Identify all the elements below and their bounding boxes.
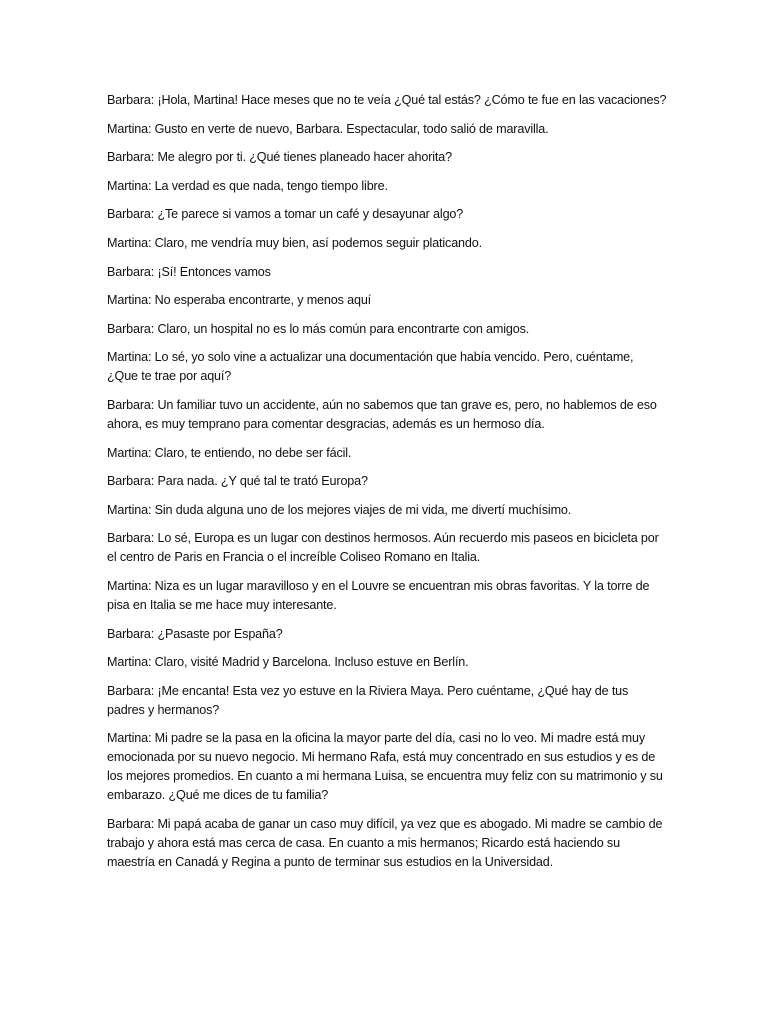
dialogue-text: Me alegro por ti. ¿Qué tienes planeado hacer ahorita? <box>157 150 452 165</box>
dialogue-text: No esperaba encontrarte, y menos aquí <box>154 293 372 308</box>
speaker-name: Martina: <box>107 655 152 670</box>
speaker-name: Barbara: <box>107 626 155 641</box>
dialogue-text: ¡Hola, Martina! Hace meses que no te veía ¿Qué tal estás? ¿Cómo te fue en las vacaciones? <box>157 93 667 107</box>
dialogue-text: Lo sé, yo solo vine a actualizar una documentación que había vencido. Pero, cuéntame, ¿Que te trae por aquí? <box>107 350 634 384</box>
speaker-name: Barbara: <box>107 683 155 698</box>
dialogue-line-15 <box>107 529 667 567</box>
dialogue-text: Un familiar tuvo un accidente, aún no sabemos que tan grave es, pero, no hablemos de eso ahora, es muy temprano para comentar desgracias, además es un hermoso día. <box>107 397 657 431</box>
dialogue-line-9 <box>107 320 667 339</box>
dialogue-line-2 <box>107 120 667 139</box>
dialogue-text: ¡Me encanta! Esta vez yo estuve en la Riviera Maya. Pero cuéntame, ¿Qué hay de tus padres y hermanos? <box>107 683 629 717</box>
speaker-name: Martina: <box>107 731 152 746</box>
speaker-name: Martina: <box>107 235 152 250</box>
dialogue-text: Mi papá acaba de ganar un caso muy difícil, ya vez que es abogado. Mi madre se cambio de trabajo y ahora está mas cerca de casa. En cuanto a mis hermanos; Ricardo está haciendo su maestría en Canadá y Regina a punto de terminar sus estudios en la Universidad. <box>107 816 663 869</box>
dialogue-line-20 <box>107 729 667 805</box>
speaker-name: Martina: <box>107 578 152 593</box>
dialogue-text: Claro, visité Madrid y Barcelona. Incluso estuve en Berlín. <box>154 655 469 670</box>
dialogue-text: ¡Sí! Entonces vamos <box>157 264 271 279</box>
dialogue-text: Claro, un hospital no es lo más común para encontrarte con amigos. <box>157 321 530 336</box>
dialogue-line-6 <box>107 234 667 253</box>
dialogue-line-12 <box>107 444 667 463</box>
speaker-name: Barbara: <box>107 321 155 336</box>
dialogue-text: La verdad es que nada, tengo tiempo libre. <box>154 178 388 193</box>
dialogue-line-7 <box>107 263 667 282</box>
dialogue-line-3 <box>107 148 667 167</box>
speaker-name: Barbara: <box>107 474 155 489</box>
speaker-name: Martina: <box>107 350 152 365</box>
document-body <box>107 91 667 881</box>
speaker-name: Martina: <box>107 445 152 460</box>
dialogue-line-14 <box>107 501 667 520</box>
speaker-name: Barbara: <box>107 150 155 165</box>
dialogue-line-18 <box>107 653 667 672</box>
dialogue-text: ¿Pasaste por España? <box>157 626 283 641</box>
speaker-name: Barbara: <box>107 207 155 222</box>
dialogue-line-16 <box>107 577 667 615</box>
dialogue-text: Gusto en verte de nuevo, Barbara. Espectacular, todo salió de maravilla. <box>154 121 549 136</box>
dialogue-text: Mi padre se la pasa en la oficina la mayor parte del día, casi no lo veo. Mi madre está muy emocionada por su nuevo negocio. Mi hermano Rafa, está muy concentrado en sus estudios y es de los mejores promedios. En cuanto a mi hermana Luisa, se encuentra muy feliz con su matrimonio y su embarazo. ¿Qué me dices de tu familia? <box>107 731 663 803</box>
dialogue-line-8 <box>107 291 667 310</box>
dialogue-line-17 <box>107 625 667 644</box>
dialogue-line-4 <box>107 177 667 196</box>
dialogue-line-11 <box>107 396 667 434</box>
speaker-name: Barbara: <box>107 816 155 831</box>
dialogue-line-5 <box>107 205 667 224</box>
speaker-name: Martina: <box>107 293 152 308</box>
dialogue-text: Lo sé, Europa es un lugar con destinos hermosos. Aún recuerdo mis paseos en bicicleta por el centro de Paris en Francia o el increíble Coliseo Romano en Italia. <box>107 531 659 565</box>
dialogue-line-19 <box>107 682 667 720</box>
dialogue-text: Sin duda alguna uno de los mejores viajes de mi vida, me divertí muchísimo. <box>154 502 572 517</box>
speaker-name: Barbara: <box>107 531 155 546</box>
dialogue-line-10 <box>107 348 667 386</box>
dialogue-text: Claro, te entiendo, no debe ser fácil. <box>154 445 352 460</box>
speaker-name: Martina: <box>107 121 152 136</box>
dialogue-text: Niza es un lugar maravilloso y en el Louvre se encuentran mis obras favoritas. Y la torre de pisa en Italia se me hace muy interesante. <box>107 578 650 612</box>
speaker-name: Barbara: <box>107 397 155 412</box>
dialogue-line-13 <box>107 472 667 491</box>
dialogue-text: Claro, me vendría muy bien, así podemos seguir platicando. <box>154 235 482 250</box>
speaker-name: Barbara: <box>107 264 155 279</box>
speaker-name: Martina: <box>107 502 152 517</box>
dialogue-line-1 <box>107 91 667 110</box>
dialogue-text: ¿Te parece si vamos a tomar un café y desayunar algo? <box>157 207 464 222</box>
speaker-name: Barbara: <box>107 93 155 107</box>
dialogue-text: Para nada. ¿Y qué tal te trató Europa? <box>157 474 368 489</box>
speaker-name: Martina: <box>107 178 152 193</box>
dialogue-line-21 <box>107 815 667 872</box>
